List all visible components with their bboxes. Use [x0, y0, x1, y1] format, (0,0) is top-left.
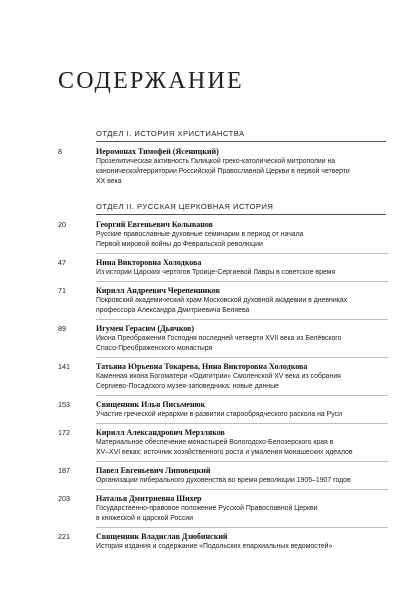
entry-title-line: Участие греческой иерархии в развитии старообрядческого раскола на Руси — [96, 411, 342, 418]
entry-title-line: Спасо-Преображенского монастыря — [96, 345, 213, 352]
entry-divider — [96, 395, 388, 396]
entry-divider — [96, 253, 388, 254]
entry-page-number: 203 — [58, 494, 70, 503]
toc-entry — [0, 324, 402, 358]
entry-page-number: 221 — [58, 532, 70, 541]
entry-title-line: профессора Александра Дмитриевича Беляева — [96, 307, 250, 314]
entry-body — [96, 220, 388, 250]
toc-entry — [0, 286, 402, 320]
entry-body — [96, 400, 388, 420]
toc-entry — [0, 220, 402, 254]
entry-body — [96, 494, 388, 524]
entry-page-number: 8 — [58, 147, 62, 156]
entry-author: Иеромонах Тимофей (Ясеницкий) — [96, 147, 219, 156]
section-heading: ОТДЕЛ II. РУССКАЯ ЦЕРКОВНАЯ ИСТОРИЯ — [96, 202, 274, 211]
toc-entry — [0, 494, 402, 528]
toc-entry — [0, 258, 402, 282]
entry-title-line: каноническойтерритории Российской Православной Церкви в первой четверти — [96, 168, 350, 175]
table-of-contents — [0, 128, 402, 556]
entry-page-number: 47 — [58, 258, 66, 267]
entry-author: Игумен Герасим (Дьячков) — [96, 324, 194, 333]
entry-body — [96, 428, 388, 458]
entry-title-line: Русские православные духовные семинарии в период от начала — [96, 231, 304, 238]
entry-title-line: Первой мировой войны до Февральской революции — [96, 241, 263, 248]
section-divider — [96, 214, 386, 215]
entry-title-line: Покровский академический храм Московской духовной академии в дневниках — [96, 297, 348, 304]
entry-divider — [96, 423, 388, 424]
entry-title-line: Организации либерального духовенства во время революции 1905–1907 годов — [96, 477, 351, 484]
section-divider — [96, 141, 386, 142]
entry-author: Нина Викторовна Холодкова — [96, 258, 202, 267]
entry-body — [96, 466, 388, 486]
entry-title-line: Сергиево-Посадского музея-заповедника: новые данные — [96, 383, 279, 390]
entry-author: Священник Владислав Дзюбинский — [96, 532, 228, 541]
entry-divider — [96, 319, 388, 320]
entry-title-line: Материальное обеспечение монастырей Вологодско-Белозерского края в — [96, 439, 334, 446]
toc-entry — [0, 400, 402, 424]
entry-divider — [96, 461, 388, 462]
entry-title-line: Каменная икона Богоматери «Одигитрии» Смоленской XV века из собрания — [96, 373, 341, 380]
toc-entry — [0, 147, 402, 187]
entry-title-line: Из истории Царских чертогов Троице-Сергиевой Лавры в советское время — [96, 269, 336, 276]
entry-author: Георгий Евгеньевич Колыванов — [96, 220, 213, 229]
entry-body — [96, 362, 388, 392]
entry-page-number: 71 — [58, 286, 66, 295]
entry-page-number: 141 — [58, 362, 70, 371]
entry-title-line: в княжеской и царской России — [96, 515, 193, 522]
entry-title-line: Государственно-правовое положение Русской Православной Церкви — [96, 505, 318, 512]
toc-entry — [0, 466, 402, 490]
entry-divider — [96, 357, 388, 358]
entry-author: Наталья Дмитриевна Шихер — [96, 494, 202, 503]
entry-body — [96, 324, 388, 354]
entry-page-number: 20 — [58, 220, 66, 229]
entry-author: Священник Илья Письменюк — [96, 400, 206, 409]
entry-title-line: Прозелитическая активность Галицкой греко-католической митрополии на — [96, 158, 336, 165]
entry-page-number: 187 — [58, 466, 70, 475]
entry-title-line: История издания и содержание «Подольских епархиальных ведомостей» — [96, 543, 333, 550]
entry-page-number: 172 — [58, 428, 70, 437]
entry-author: Кирилл Александрович Мерзляков — [96, 428, 225, 437]
page-title: СОДЕРЖАНИЕ — [58, 68, 244, 94]
entry-title-line: XX века — [96, 178, 122, 185]
toc-entry — [0, 532, 402, 552]
entry-page-number: 153 — [58, 400, 70, 409]
entry-title-line: XV–XVI веках: источник хозяйственного роста и умаления монашеских идеалов — [96, 449, 353, 456]
toc-entry — [0, 362, 402, 396]
entry-body — [96, 147, 388, 187]
entry-title-line: Икона Преображения Господня последней четверти XVII века из Белёвского — [96, 335, 342, 342]
section-spacer — [0, 191, 402, 201]
entry-author: Кирилл Андреевич Черепенников — [96, 286, 220, 295]
entry-divider — [96, 281, 388, 282]
toc-entry — [0, 428, 402, 462]
entry-page-number: 89 — [58, 324, 66, 333]
entry-divider — [96, 527, 388, 528]
entry-body — [96, 532, 388, 552]
entry-author: Павел Евгеньевич Липовецкий — [96, 466, 211, 475]
entry-divider — [96, 489, 388, 490]
entry-body — [96, 258, 388, 278]
entry-body — [96, 286, 388, 316]
section-heading: ОТДЕЛ I. ИСТОРИЯ ХРИСТИАНСТВА — [96, 129, 245, 138]
entry-author: Татьяна Юрьевна Токарева, Нина Викторовна Холодкова — [96, 362, 308, 371]
